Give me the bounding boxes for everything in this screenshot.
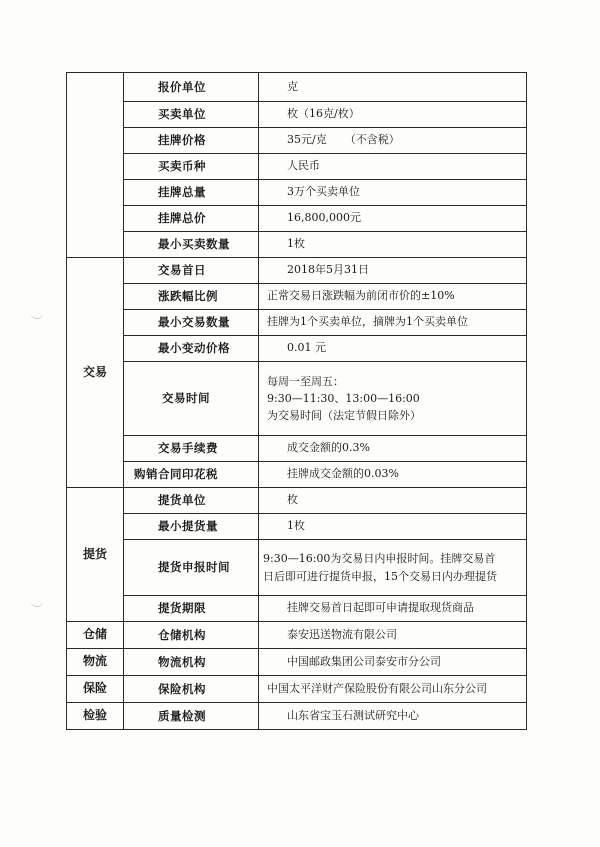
row-label: 交易手续费 (124, 436, 259, 462)
price-note: （不含税） (344, 133, 400, 147)
table-row (67, 336, 527, 362)
spec-table (66, 72, 527, 730)
row-label: 最小买卖数量 (124, 232, 259, 258)
row-label: 物流机构 (124, 649, 259, 676)
price-value: 35元/克 (287, 133, 327, 147)
category-cell: 检验 (67, 703, 124, 730)
row-value: 16,800,000元 (259, 206, 527, 232)
table-row (67, 154, 527, 180)
punch-hole-mark (30, 600, 44, 607)
row-label: 提货申报时间 (124, 540, 259, 596)
value-line: 每周一至周五： (267, 374, 344, 388)
table-row (67, 649, 527, 676)
table-row (67, 514, 527, 540)
table-row (67, 310, 527, 336)
value-line: 日后即可进行提货申报，15个交易日内办理提货 (263, 569, 497, 583)
category-cell: 保险 (67, 676, 124, 703)
category-cell: 仓储 (67, 622, 124, 649)
category-cell-trade: 交易 (67, 258, 124, 488)
row-label: 质量检测 (124, 703, 259, 730)
row-value: 挂牌交易首日起即可申请提取现货商品 (259, 596, 527, 622)
row-label: 仓储机构 (124, 622, 259, 649)
table-row (67, 102, 527, 128)
table-row (67, 362, 527, 436)
table-row (67, 676, 527, 703)
row-value-multiline (259, 362, 527, 436)
row-value: 1枚 (259, 514, 527, 540)
row-value: 山东省宝玉石测试研究中心 (259, 703, 527, 730)
row-value: 泰安迅送物流有限公司 (259, 622, 527, 649)
row-value: 克 (259, 73, 527, 102)
category-cell-empty (67, 73, 124, 258)
row-value: 中国邮政集团公司泰安市分公司 (259, 649, 527, 676)
row-label: 提货单位 (124, 488, 259, 514)
row-label: 保险机构 (124, 676, 259, 703)
row-label: 报价单位 (124, 73, 259, 102)
row-value: 正常交易日涨跌幅为前闭市价的±10% (259, 284, 527, 310)
table-row (67, 232, 527, 258)
category-cell: 物流 (67, 649, 124, 676)
table-row (67, 180, 527, 206)
table-row (67, 488, 527, 514)
row-value: 成交金额的0.3% (259, 436, 527, 462)
row-label: 最小变动价格 (124, 336, 259, 362)
row-value: 挂牌为1个买卖单位，摘牌为1个买卖单位 (259, 310, 527, 336)
table-row (67, 540, 527, 596)
row-label: 买卖币种 (124, 154, 259, 180)
table-row (67, 703, 527, 730)
table-row (67, 596, 527, 622)
table-row (67, 73, 527, 102)
row-label: 挂牌总量 (124, 180, 259, 206)
category-cell-delivery: 提货 (67, 488, 124, 622)
row-value: 0.01 元 (259, 336, 527, 362)
row-label: 购销合同印花税 (124, 462, 259, 488)
value-line: 9:30—16:00为交易日内申报时间。挂牌交易首 (263, 552, 496, 566)
row-label: 涨跌幅比例 (124, 284, 259, 310)
row-value: 1枚 (259, 232, 527, 258)
row-label: 交易时间 (124, 362, 259, 436)
row-label: 最小提货量 (124, 514, 259, 540)
row-value: 人民币 (259, 154, 527, 180)
table-row (67, 284, 527, 310)
value-line: 9:30—11:30、13:00—16:00 (267, 391, 420, 405)
table-row (67, 622, 527, 649)
row-label: 交易首日 (124, 258, 259, 284)
row-value (259, 128, 527, 154)
value-line: 为交易时间（法定节假日除外） (267, 409, 421, 423)
table-row (67, 128, 527, 154)
row-value: 中国太平洋财产保险股份有限公司山东分公司 (259, 676, 527, 703)
row-label: 最小交易数量 (124, 310, 259, 336)
table-row (67, 462, 527, 488)
row-value: 3万个买卖单位 (259, 180, 527, 206)
punch-hole-mark (30, 312, 44, 319)
table-row (67, 206, 527, 232)
row-label: 提货期限 (124, 596, 259, 622)
row-value-multiline (259, 540, 527, 596)
row-value: 挂牌成交金额的0.03% (259, 462, 527, 488)
row-value: 枚（16克/枚） (259, 102, 527, 128)
table-row (67, 436, 527, 462)
row-value: 2018年5月31日 (259, 258, 527, 284)
row-label: 挂牌价格 (124, 128, 259, 154)
row-label: 买卖单位 (124, 102, 259, 128)
table-row (67, 258, 527, 284)
row-label: 挂牌总价 (124, 206, 259, 232)
row-value: 枚 (259, 488, 527, 514)
